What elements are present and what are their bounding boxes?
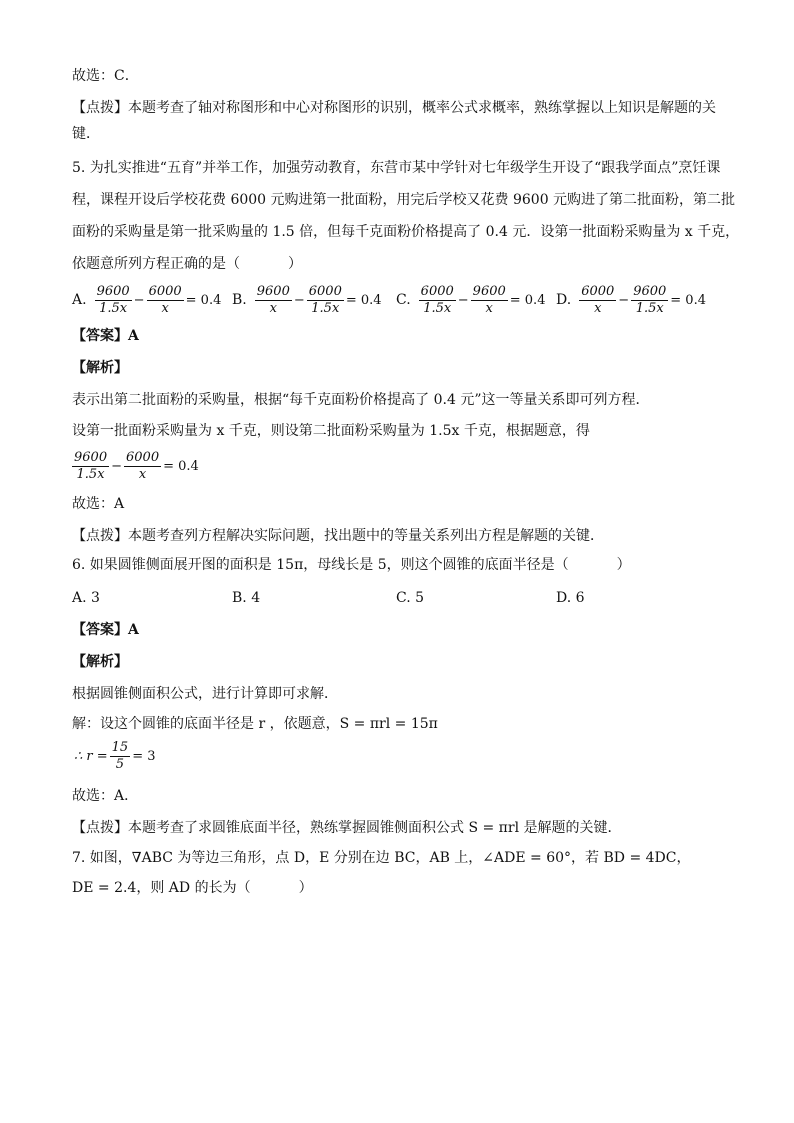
q6-solution-suffix: = 3 <box>132 748 156 764</box>
equals-value: = 0.4 <box>670 292 706 308</box>
q5-equation <box>72 446 201 486</box>
q4-conclusion: 故选：C． <box>72 68 139 84</box>
q5-option-d-frac-2: $\frac{9600}{1.5x}$ <box>633 283 667 316</box>
q6-comment: 【点拨】本题考查了求圆锥底面半径，熟练掌握圆锥侧面积公式 S = πrl 是解题的关键． <box>72 820 622 836</box>
q5-option-b-label: B. <box>232 292 247 308</box>
q6-option-b: B. 4 <box>232 590 261 606</box>
q5-option-c-label: C. <box>396 292 411 308</box>
q5-stem-line-2: 程，课程开设后学校花费 6000 元购进第一批面粉，用完后学校又花费 9600 元购进了第二批面粉，第二批 <box>72 192 736 208</box>
q5-stem-line-4-text: 依题意所列方程正确的是（ <box>72 256 240 272</box>
q5-option-a <box>72 280 223 320</box>
q5-analysis-line-2: 设第一批面粉采购量为 x 千克，则设第二批面粉采购量为 1.5x 千克，根据题意，得 <box>72 423 590 439</box>
q6-solution-frac: $\frac{15}{5}$ <box>111 739 129 772</box>
equals-value: = 0.4 <box>185 292 222 308</box>
q5-equation-frac-2: $\frac{6000}{x}$ <box>126 449 160 482</box>
q6-stem-text: 6. 如果圆锥侧面展开图的面积是 15π，母线长是 5，则这个圆锥的底面半径是（ <box>72 557 569 573</box>
q7-stem-line-2-text: DE = 2.4，则 AD 的长为（ <box>72 880 251 896</box>
minus-sign: − <box>293 292 305 308</box>
q4-comment: 【点拨】本题考查了轴对称图形和中心对称图形的识别，概率公式求概率，熟练掌握以上知识是解题的关 <box>72 100 716 116</box>
q5-option-b-frac-2: $\frac{6000}{1.5x}$ <box>308 283 342 316</box>
q5-option-a-frac-2: $\frac{6000}{x}$ <box>148 283 182 316</box>
q5-option-b-frac-1: $\frac{9600}{x}$ <box>256 283 290 316</box>
q5-option-d-label: D. <box>556 292 572 308</box>
q5-stem-line-4-end: ） <box>288 256 302 272</box>
q5-answer: 【答案】A <box>72 328 139 344</box>
q5-option-a-frac-1: $\frac{9600}{1.5x}$ <box>96 283 130 316</box>
equals-value: = 0.4 <box>345 292 382 308</box>
q6-stem-end: ） <box>616 557 631 573</box>
q6-answer: 【答案】A <box>72 622 139 638</box>
q6-conclusion: 故选：A． <box>72 788 139 804</box>
minus-sign: − <box>111 458 122 474</box>
q6-solution-line-1: 解：设这个圆锥的底面半径是 r ，依题意，S = πrl = 15π <box>72 716 438 732</box>
q5-stem-line-1: 5. 为扎实推进“五育”并举工作，加强劳动教育，东营市某中学针对七年级学生开设了“跟我学面点”烹饪课 <box>72 160 721 176</box>
q5-option-c <box>396 280 547 320</box>
q4-comment-cont: 键． <box>72 126 100 142</box>
q5-comment: 【点拨】本题考查列方程解决实际问题，找出题中的等量关系列出方程是解题的关键． <box>72 528 604 544</box>
q5-analysis-line-1: 表示出第二批面粉的采购量，根据“每千克面粉价格提高了 0.4 元”这一等量关系即可列方程． <box>72 392 650 408</box>
q6-stem <box>72 555 631 575</box>
minus-sign: − <box>133 292 145 308</box>
q7-stem-line-2 <box>72 878 313 898</box>
q5-option-a-label: A. <box>72 292 87 308</box>
q5-option-d <box>556 280 708 320</box>
q6-option-a: A. 3 <box>72 590 100 606</box>
q5-option-b <box>232 280 384 320</box>
q5-conclusion: 故选：A <box>72 496 125 512</box>
q5-equation-frac-1: $\frac{9600}{1.5x}$ <box>74 449 108 482</box>
q5-option-d-frac-1: $\frac{6000}{x}$ <box>581 283 615 316</box>
q6-analysis-line-1: 根据圆锥侧面积公式，进行计算即可求解． <box>72 686 338 702</box>
q5-option-c-frac-2: $\frac{9600}{x}$ <box>472 283 506 316</box>
q7-stem-line-2-end: ） <box>298 880 313 896</box>
q6-analysis-title: 【解析】 <box>72 654 128 670</box>
equals-value: = 0.4 <box>163 458 199 474</box>
q6-solution-line-2 <box>72 736 158 776</box>
q5-option-c-frac-1: $\frac{6000}{1.5x}$ <box>420 283 454 316</box>
q6-option-d: D. 6 <box>556 590 585 606</box>
minus-sign: − <box>457 292 469 308</box>
q5-stem-line-3: 面粉的采购量是第一批采购量的 1.5 倍，但每千克面粉价格提高了 0.4 元．设第一批面粉采购量为 x 千克， <box>72 224 740 240</box>
q5-analysis-title: 【解析】 <box>72 360 128 376</box>
minus-sign: − <box>618 292 630 308</box>
q5-stem-line-4 <box>72 254 302 274</box>
q6-solution-prefix: ∴ r = <box>74 748 108 764</box>
q7-stem-line-1: 7. 如图，∇ABC 为等边三角形，点 D，E 分别在边 BC，AB 上，∠ADE = 60°，若 BD = 4DC， <box>72 850 691 866</box>
q6-option-c: C. 5 <box>396 590 425 606</box>
equals-value: = 0.4 <box>509 292 546 308</box>
